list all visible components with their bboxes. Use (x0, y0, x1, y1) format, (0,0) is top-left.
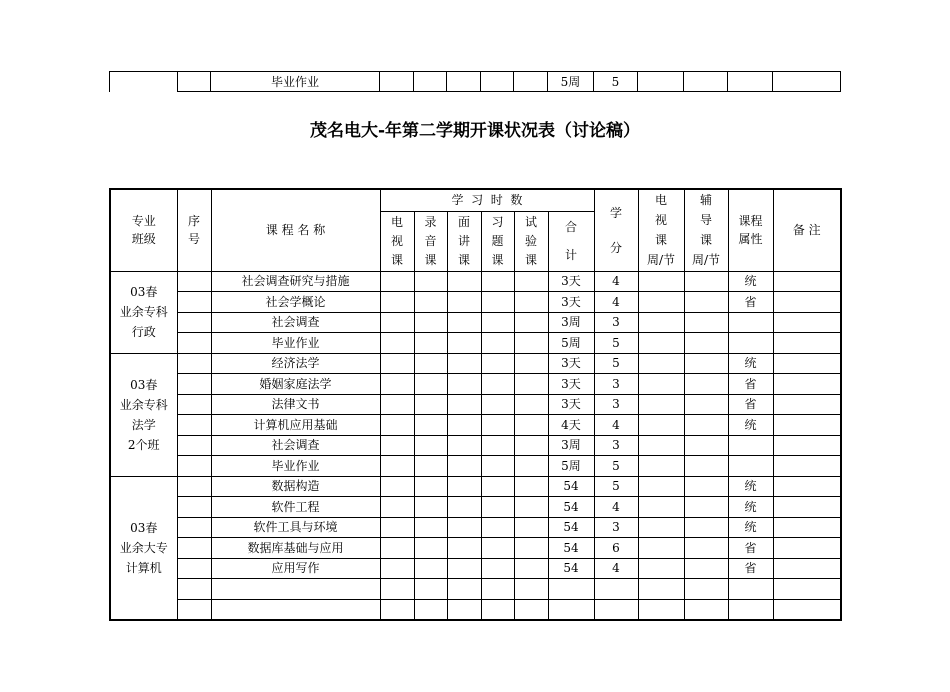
tutor-weekly-cell (684, 456, 728, 477)
total-hours-cell: 54 (548, 538, 594, 559)
tutor-weekly-cell (684, 476, 728, 497)
course-name-cell: 社会学概论 (211, 292, 380, 313)
credit-cell (594, 579, 638, 600)
tv-lessons-cell (380, 456, 414, 477)
tutor-weekly-cell (684, 333, 728, 354)
audio-lessons-cell (414, 476, 447, 497)
table-row (110, 456, 841, 477)
attribute-cell: 统 (728, 415, 773, 436)
remarks-cell (773, 538, 841, 559)
audio-lessons-cell (414, 517, 447, 538)
experiment-cell (514, 292, 548, 313)
remarks-cell (773, 353, 841, 374)
experiment-cell (514, 497, 548, 518)
tv-weekly-cell (638, 497, 684, 518)
table-cell (110, 72, 178, 92)
lecture-cell (447, 456, 481, 477)
table-cell (773, 72, 841, 92)
course-name-cell: 社会调查 (211, 435, 380, 456)
attribute-cell: 统 (728, 476, 773, 497)
audio-lessons-cell (414, 394, 447, 415)
experiment-cell (514, 517, 548, 538)
course-name-cell: 毕业作业 (211, 333, 380, 354)
experiment-cell (514, 476, 548, 497)
attribute-cell (728, 599, 773, 620)
attribute-cell (728, 312, 773, 333)
total-hours-cell: 3天 (548, 394, 594, 415)
total-hours-cell: 5周 (548, 456, 594, 477)
tv-weekly-cell (638, 353, 684, 374)
lecture-cell (447, 435, 481, 456)
seq-cell (177, 538, 211, 559)
tutor-weekly-cell (684, 312, 728, 333)
exercise-cell (481, 394, 514, 415)
remarks-cell (773, 476, 841, 497)
table-body (110, 271, 841, 620)
experiment-cell (514, 599, 548, 620)
experiment-cell (514, 394, 548, 415)
audio-lessons-cell (414, 599, 447, 620)
table-cell (178, 72, 211, 92)
tv-lessons-cell (380, 497, 414, 518)
header-total: 合 计 (548, 211, 594, 271)
total-hours-cell: 5周 (548, 72, 594, 92)
total-hours-cell: 3周 (548, 312, 594, 333)
credit-cell: 3 (594, 394, 638, 415)
audio-lessons-cell (414, 312, 447, 333)
audio-lessons-cell (414, 271, 447, 292)
course-name-cell: 数据构造 (211, 476, 380, 497)
credit-cell: 5 (594, 72, 638, 92)
tutor-weekly-cell (684, 435, 728, 456)
lecture-cell (447, 312, 481, 333)
exercise-cell (481, 497, 514, 518)
total-hours-cell (548, 599, 594, 620)
lecture-cell (447, 497, 481, 518)
experiment-cell (514, 271, 548, 292)
tutor-weekly-cell (684, 415, 728, 436)
tutor-weekly-cell (684, 271, 728, 292)
attribute-cell: 统 (728, 353, 773, 374)
seq-cell (177, 517, 211, 538)
header-tv-lessons: 电 视 课 (380, 211, 414, 271)
major-class-cell: 03春 业余大专 计算机 (110, 476, 177, 620)
audio-lessons-cell (414, 558, 447, 579)
seq-cell (177, 394, 211, 415)
seq-cell (177, 271, 211, 292)
total-hours-cell: 3天 (548, 374, 594, 395)
exercise-cell (481, 312, 514, 333)
tv-weekly-cell (638, 394, 684, 415)
credit-cell: 4 (594, 271, 638, 292)
total-hours-cell: 54 (548, 517, 594, 538)
lecture-cell (447, 353, 481, 374)
table-row (110, 72, 841, 92)
exercise-cell (481, 415, 514, 436)
tutor-weekly-cell (684, 517, 728, 538)
credit-cell: 4 (594, 497, 638, 518)
course-name-cell: 社会调查 (211, 312, 380, 333)
lecture-cell (447, 374, 481, 395)
exercise-cell (481, 599, 514, 620)
attribute-cell (728, 333, 773, 354)
lecture-cell (447, 476, 481, 497)
table-row (110, 558, 841, 579)
lecture-cell (447, 415, 481, 436)
table-row (110, 312, 841, 333)
remarks-cell (773, 374, 841, 395)
remarks-cell (773, 435, 841, 456)
remarks-cell (773, 456, 841, 477)
course-name-cell: 软件工具与环境 (211, 517, 380, 538)
tv-lessons-cell (380, 517, 414, 538)
seq-cell (177, 312, 211, 333)
remarks-cell (773, 292, 841, 313)
header-attribute: 课程 属性 (728, 189, 773, 271)
seq-cell (177, 599, 211, 620)
tv-weekly-cell (638, 558, 684, 579)
audio-lessons-cell (414, 579, 447, 600)
audio-lessons-cell (414, 353, 447, 374)
tv-lessons-cell (380, 292, 414, 313)
audio-lessons-cell (414, 456, 447, 477)
tv-weekly-cell (638, 517, 684, 538)
table-row (110, 374, 841, 395)
tv-lessons-cell (380, 271, 414, 292)
table-row (110, 415, 841, 436)
remarks-cell (773, 599, 841, 620)
lecture-cell (447, 579, 481, 600)
seq-cell (177, 353, 211, 374)
header-row (110, 189, 841, 211)
attribute-cell: 省 (728, 538, 773, 559)
seq-cell (177, 497, 211, 518)
course-name-cell: 软件工程 (211, 497, 380, 518)
table-row (110, 538, 841, 559)
lecture-cell (447, 292, 481, 313)
experiment-cell (514, 374, 548, 395)
table-row (110, 333, 841, 354)
seq-cell (177, 558, 211, 579)
remarks-cell (773, 312, 841, 333)
total-hours-cell: 4天 (548, 415, 594, 436)
tutor-weekly-cell (684, 394, 728, 415)
tv-weekly-cell (638, 312, 684, 333)
table-row (110, 497, 841, 518)
course-name-cell: 社会调查研究与措施 (211, 271, 380, 292)
exercise-cell (481, 517, 514, 538)
total-hours-cell (548, 579, 594, 600)
tv-weekly-cell (638, 374, 684, 395)
header-credit: 学 分 (594, 189, 638, 271)
attribute-cell: 省 (728, 394, 773, 415)
table-cell (481, 72, 514, 92)
course-name-cell (211, 599, 380, 620)
credit-cell: 5 (594, 353, 638, 374)
total-hours-cell: 3周 (548, 435, 594, 456)
total-hours-cell: 54 (548, 476, 594, 497)
tv-weekly-cell (638, 415, 684, 436)
header-tv-weekly: 电 视 课 周/节 (638, 189, 684, 271)
table-row (110, 435, 841, 456)
tv-weekly-cell (638, 579, 684, 600)
credit-cell: 3 (594, 517, 638, 538)
table-row (110, 517, 841, 538)
tv-lessons-cell (380, 374, 414, 395)
tutor-weekly-cell (684, 599, 728, 620)
total-hours-cell: 5周 (548, 333, 594, 354)
audio-lessons-cell (414, 415, 447, 436)
audio-lessons-cell (414, 333, 447, 354)
total-hours-cell: 54 (548, 497, 594, 518)
lecture-cell (447, 333, 481, 354)
tutor-weekly-cell (684, 374, 728, 395)
header-course-name: 课 程 名 称 (211, 189, 380, 271)
header-tutor-weekly: 辅 导 课 周/节 (684, 189, 728, 271)
tv-lessons-cell (380, 558, 414, 579)
header-lecture: 面 讲 课 (447, 211, 481, 271)
exercise-cell (481, 456, 514, 477)
tutor-weekly-cell (684, 558, 728, 579)
remarks-cell (773, 394, 841, 415)
tv-weekly-cell (638, 435, 684, 456)
tv-lessons-cell (380, 476, 414, 497)
attribute-cell: 省 (728, 292, 773, 313)
tv-lessons-cell (380, 435, 414, 456)
attribute-cell: 统 (728, 497, 773, 518)
attribute-cell (728, 579, 773, 600)
header-seq: 序 号 (177, 189, 211, 271)
tv-lessons-cell (380, 538, 414, 559)
exercise-cell (481, 333, 514, 354)
audio-lessons-cell (414, 435, 447, 456)
seq-cell (177, 292, 211, 313)
tv-weekly-cell (638, 333, 684, 354)
tv-weekly-cell (638, 538, 684, 559)
tutor-weekly-cell (684, 538, 728, 559)
attribute-cell: 统 (728, 517, 773, 538)
table-cell (728, 72, 773, 92)
tv-lessons-cell (380, 394, 414, 415)
experiment-cell (514, 538, 548, 559)
table-row (110, 271, 841, 292)
major-class-cell: 03春 业余专科 行政 (110, 271, 177, 353)
remarks-cell (773, 271, 841, 292)
credit-cell: 4 (594, 558, 638, 579)
course-schedule-table (109, 188, 842, 621)
exercise-cell (481, 558, 514, 579)
table-cell (414, 72, 447, 92)
seq-cell (177, 374, 211, 395)
table-row (110, 599, 841, 620)
table-cell (447, 72, 481, 92)
credit-cell (594, 599, 638, 620)
seq-cell (177, 435, 211, 456)
exercise-cell (481, 579, 514, 600)
tv-lessons-cell (380, 333, 414, 354)
exercise-cell (481, 353, 514, 374)
major-class-cell: 03春 业余专科 法学 2个班 (110, 353, 177, 476)
course-name-cell: 数据库基础与应用 (211, 538, 380, 559)
tutor-weekly-cell (684, 292, 728, 313)
attribute-cell: 省 (728, 374, 773, 395)
course-name-cell (211, 579, 380, 600)
table-row (110, 353, 841, 374)
total-hours-cell: 3天 (548, 271, 594, 292)
tv-weekly-cell (638, 292, 684, 313)
experiment-cell (514, 415, 548, 436)
table-row (110, 292, 841, 313)
exercise-cell (481, 292, 514, 313)
exercise-cell (481, 374, 514, 395)
table-row (110, 476, 841, 497)
tv-lessons-cell (380, 312, 414, 333)
lecture-cell (447, 538, 481, 559)
credit-cell: 4 (594, 292, 638, 313)
course-name-cell: 经济法学 (211, 353, 380, 374)
experiment-cell (514, 558, 548, 579)
course-name-cell: 毕业作业 (211, 72, 380, 92)
credit-cell: 3 (594, 312, 638, 333)
table-cell (638, 72, 684, 92)
header-experiment: 试 验 课 (514, 211, 548, 271)
seq-cell (177, 579, 211, 600)
course-name-cell: 婚姻家庭法学 (211, 374, 380, 395)
seq-cell (177, 456, 211, 477)
table-row (110, 394, 841, 415)
total-hours-cell: 54 (548, 558, 594, 579)
remarks-cell (773, 415, 841, 436)
attribute-cell: 统 (728, 271, 773, 292)
table-cell (514, 72, 548, 92)
experiment-cell (514, 435, 548, 456)
attribute-cell (728, 435, 773, 456)
seq-cell (177, 415, 211, 436)
table-row (110, 579, 841, 600)
tv-weekly-cell (638, 456, 684, 477)
lecture-cell (447, 517, 481, 538)
lecture-cell (447, 599, 481, 620)
audio-lessons-cell (414, 374, 447, 395)
audio-lessons-cell (414, 497, 447, 518)
exercise-cell (481, 538, 514, 559)
header-exercise: 习 题 课 (481, 211, 514, 271)
experiment-cell (514, 353, 548, 374)
credit-cell: 5 (594, 476, 638, 497)
lecture-cell (447, 558, 481, 579)
credit-cell: 3 (594, 435, 638, 456)
credit-cell: 5 (594, 456, 638, 477)
credit-cell: 3 (594, 374, 638, 395)
tutor-weekly-cell (684, 353, 728, 374)
exercise-cell (481, 271, 514, 292)
document-title: 茂名电大-年第二学期开课状况表（讨论稿） (309, 121, 641, 141)
header-audio-lessons: 录 音 课 (414, 211, 447, 271)
header-major-class: 专业 班级 (110, 189, 177, 271)
experiment-cell (514, 312, 548, 333)
course-name-cell: 应用写作 (211, 558, 380, 579)
audio-lessons-cell (414, 538, 447, 559)
exercise-cell (481, 435, 514, 456)
tv-lessons-cell (380, 415, 414, 436)
tv-lessons-cell (380, 579, 414, 600)
course-name-cell: 法律文书 (211, 394, 380, 415)
table-cell (684, 72, 728, 92)
attribute-cell (728, 456, 773, 477)
table-cell (380, 72, 414, 92)
remarks-cell (773, 579, 841, 600)
tutor-weekly-cell (684, 497, 728, 518)
lecture-cell (447, 394, 481, 415)
tutor-weekly-cell (684, 579, 728, 600)
total-hours-cell: 3天 (548, 353, 594, 374)
header-study-hours: 学 习 时 数 (380, 189, 594, 211)
audio-lessons-cell (414, 292, 447, 313)
tv-weekly-cell (638, 271, 684, 292)
credit-cell: 5 (594, 333, 638, 354)
attribute-cell: 省 (728, 558, 773, 579)
experiment-cell (514, 456, 548, 477)
lecture-cell (447, 271, 481, 292)
experiment-cell (514, 333, 548, 354)
remarks-cell (773, 497, 841, 518)
remarks-cell (773, 558, 841, 579)
seq-cell (177, 476, 211, 497)
exercise-cell (481, 476, 514, 497)
tv-weekly-cell (638, 476, 684, 497)
seq-cell (177, 333, 211, 354)
credit-cell: 4 (594, 415, 638, 436)
course-name-cell: 毕业作业 (211, 456, 380, 477)
tv-lessons-cell (380, 353, 414, 374)
course-name-cell: 计算机应用基础 (211, 415, 380, 436)
remarks-cell (773, 517, 841, 538)
tv-lessons-cell (380, 599, 414, 620)
remarks-cell (773, 333, 841, 354)
credit-cell: 6 (594, 538, 638, 559)
previous-page-table-fragment (109, 71, 841, 92)
experiment-cell (514, 579, 548, 600)
total-hours-cell: 3天 (548, 292, 594, 313)
header-remarks: 备 注 (773, 189, 841, 271)
tv-weekly-cell (638, 599, 684, 620)
